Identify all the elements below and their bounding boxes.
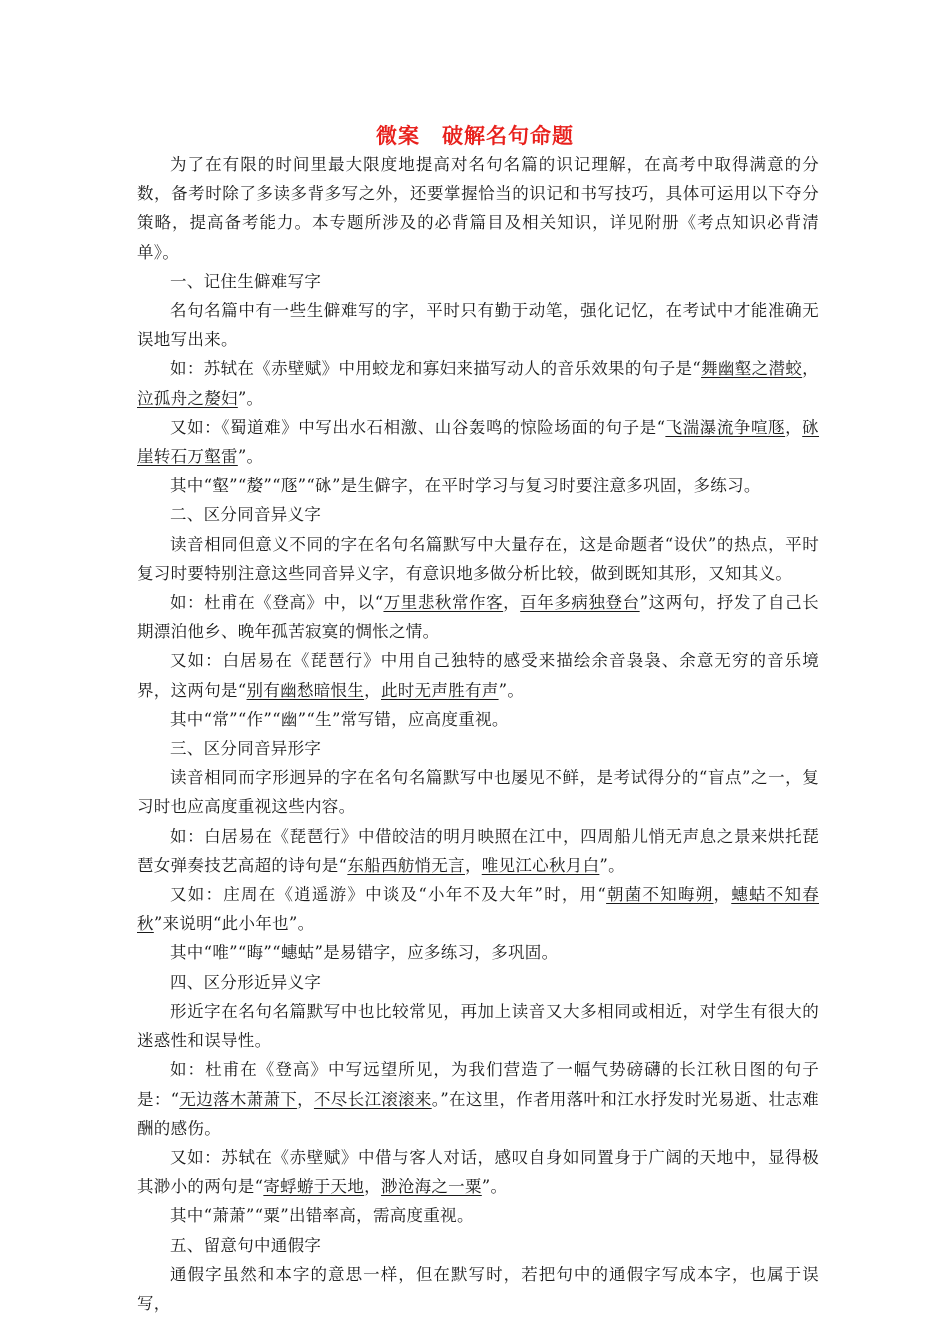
intro-paragraph: 为了在有限的时间里最大限度地提高对名句名篇的识记理解，在高考中取得满意的分数，备考时除了多读多背多写之外，还要掌握恰当的识记和书写技巧，具体可运用以下夺分策略，提高备考能力。本专题所涉及的必背篇目及相关知识，详见附册《考点知识必背清单》。 [137, 155, 819, 262]
example-text: ， [464, 855, 482, 875]
example-text: 。”在这里，作者用落叶和江水抒发时光易逝、壮志难酬的感伤。 [137, 1089, 819, 1138]
example-text: 又如：苏轼在《赤壁赋》中借与客人对话，感叹自身如同置身于广阔的天地中，显得极其渺小的两句是“ [137, 1147, 819, 1197]
section-2-example-2 [137, 646, 819, 704]
section-heading-4: 四、区分形近异义字 [170, 972, 322, 992]
section-4-note: 其中“萧萧”“粟”出错率高，需高度重视。 [170, 1206, 474, 1226]
section-1-example-1 [137, 354, 819, 412]
section-heading-5: 五、留意句中通假字 [170, 1235, 322, 1255]
section-heading-3: 三、区分同音异形字 [170, 739, 322, 759]
example-text: ”。 [481, 1177, 508, 1197]
example-text: 如：杜甫在《登高》中，以“ [170, 593, 384, 613]
section-heading-2: 二、区分同音异义字 [170, 505, 322, 525]
section-4-example-2 [137, 1143, 819, 1201]
document-body [137, 150, 819, 1318]
page-title: 微案 破解名句命题 [376, 124, 574, 148]
quote-line: 蟪蛄不知春秋 [137, 885, 820, 934]
section-2-example-1 [137, 588, 819, 646]
quote-line: 寄蜉蝣于天地 [263, 1177, 365, 1197]
quote-line: 百年多病独登台 [520, 593, 640, 613]
quote-line: 此时无声胜有声 [380, 680, 499, 700]
quote-line: 不尽长江滚滚来 [313, 1089, 432, 1109]
section-2-note: 其中“常”“作”“幽”“生”常写错，应高度重视。 [170, 709, 509, 729]
quote-line: 泣孤舟之嫠妇 [137, 388, 238, 408]
quote-line: 渺沧海之一粟 [380, 1177, 482, 1197]
example-text: ”这两句，抒发了自己长期漂泊他乡、晚年孤苦寂寞的惆怅之情。 [137, 593, 819, 642]
section-3-example-1 [137, 822, 819, 880]
quote-line: 万里悲秋常作客 [383, 593, 504, 613]
quote-line: 砯崖转石万壑雷 [137, 417, 820, 467]
quote-line: 飞湍瀑流争喧豗 [665, 417, 786, 437]
quote-line: 舞幽壑之潜蛟 [701, 359, 803, 379]
quote-line: 唯见江心秋月白 [481, 855, 600, 875]
example-text: 又如：白居易在《琵琶行》中用自己独特的感受来描绘余音袅袅、余意无穷的音乐境界，这两句是“ [137, 651, 819, 700]
example-text: ， [503, 593, 521, 613]
example-text: ”。 [237, 447, 264, 467]
example-text: ， [364, 680, 381, 700]
example-text: 又如：《蜀道难》中写出水石相激、山谷轰鸣的惊险场面的句子是“ [170, 417, 666, 437]
example-text: ”。 [498, 680, 525, 700]
example-text: ”。 [237, 388, 264, 408]
example-text: ”来说明“此小年也”。 [153, 914, 315, 934]
quote-line: 朝菌不知晦朔 [606, 885, 714, 905]
example-text: ， [802, 359, 819, 379]
example-text: ”。 [599, 855, 625, 875]
quote-line: 无边落木萧萧下 [179, 1089, 298, 1109]
example-text: ， [364, 1177, 381, 1197]
example-text: ， [297, 1089, 314, 1109]
section-1-example-2 [137, 413, 819, 471]
example-text: ， [785, 417, 803, 437]
section-4-example-1 [137, 1055, 819, 1143]
quote-line: 别有幽愁暗恨生 [246, 680, 365, 700]
example-text: 如：白居易在《琵琶行》中借皎洁的明月映照在江中，四周船儿悄无声息之景来烘托琵琶女弹奏技艺高超的诗句是“ [137, 826, 819, 875]
example-text: 如：苏轼在《赤壁赋》中用蛟龙和寡妇来描写动人的音乐效果的句子是“ [170, 359, 702, 379]
section-4-paragraph: 形近字在名句名篇默写中也比较常见，再加上读音又大多相同或相近，对学生有很大的迷惑性和误导性。 [137, 1001, 819, 1051]
example-text: ， [713, 885, 732, 905]
section-1-note: 其中“壑”“嫠”“豗”“砯”是生僻字，在平时学习与复习时要注意多巩固，多练习。 [170, 476, 761, 496]
section-3-paragraph: 读音相同而字形迥异的字在名句名篇默写中也屡见不鲜，是考试得分的“盲点”之一，复习时也应高度重视这些内容。 [137, 768, 819, 817]
section-3-note: 其中“唯”“晦”“蟪蛄”是易错字，应多练习，多巩固。 [170, 943, 559, 963]
section-3-example-2 [137, 880, 819, 938]
quote-line: 东船西舫悄无言 [347, 855, 465, 875]
example-text: 如：杜甫在《登高》中写远望所见，为我们营造了一幅气势磅礴的长江秋日图的句子是：“ [137, 1060, 819, 1109]
example-text: 又如：庄周在《逍遥游》中谈及“小年不及大年”时，用“ [170, 885, 607, 905]
section-heading-1: 一、记住生僻难写字 [170, 271, 322, 291]
section-2-paragraph: 读音相同但意义不同的字在名句名篇默写中大量存在，这是命题者“设伏”的热点，平时复习时要特别注意这些同音异义字，有意识地多做分析比较，做到既知其形，又知其义。 [137, 534, 819, 583]
section-5-paragraph: 通假字虽然和本字的意思一样，但在默写时，若把句中的通假字写成本字，也属于误写， [137, 1264, 819, 1313]
section-1-paragraph: 名句名篇中有一些生僻难写的字，平时只有勤于动笔，强化记忆，在考试中才能准确无误地写出来。 [137, 301, 819, 350]
